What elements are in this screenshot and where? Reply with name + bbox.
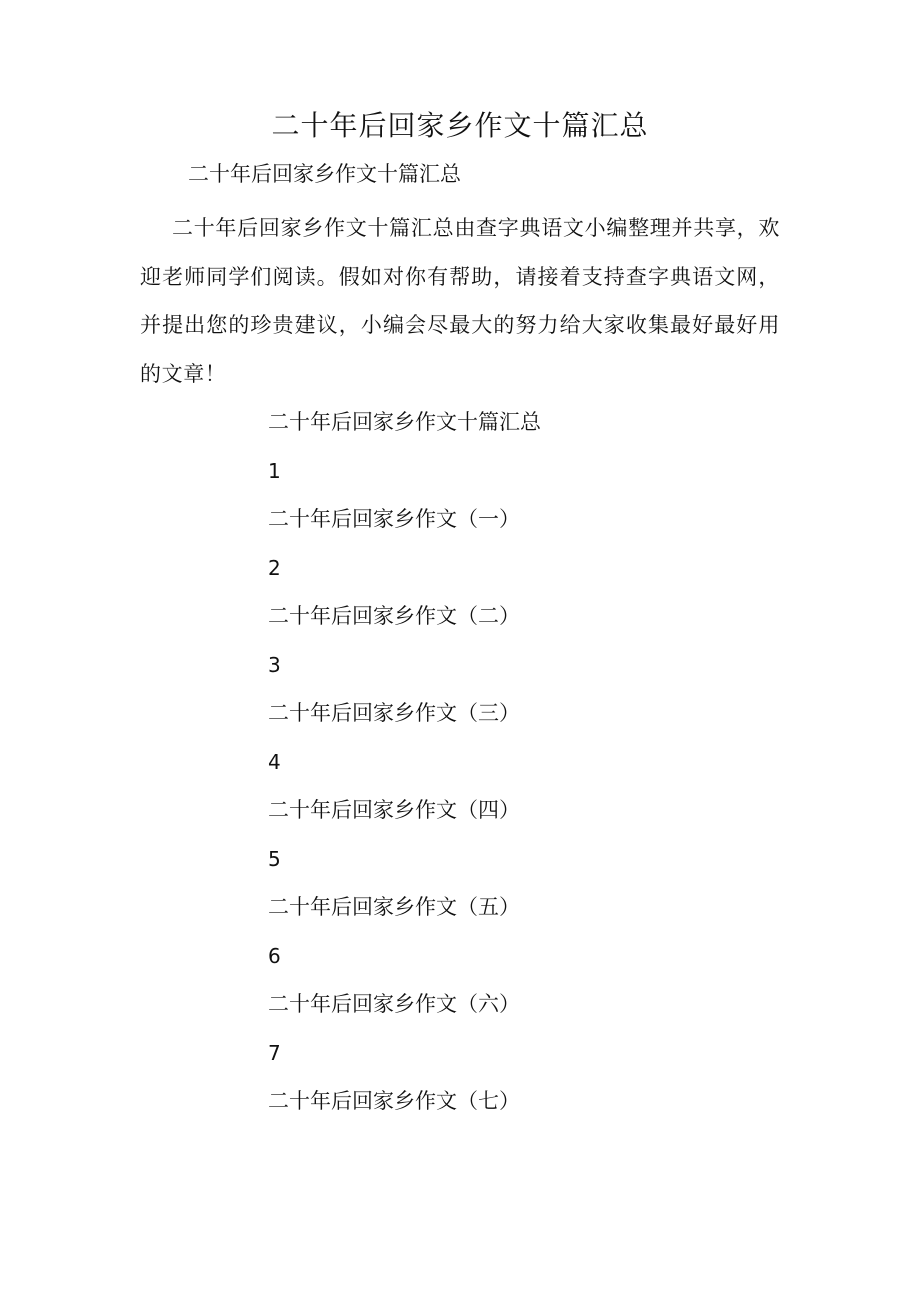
toc-item-title: 二十年后回家乡作文（四） (268, 798, 520, 822)
toc-number: 4 (268, 749, 281, 774)
toc-number: 3 (268, 652, 281, 677)
table-of-contents (268, 398, 541, 1126)
toc-item-title: 二十年后回家乡作文（一） (268, 507, 520, 531)
toc-item-title: 二十年后回家乡作文（七） (268, 1089, 520, 1113)
toc-item-title: 二十年后回家乡作文（六） (268, 992, 520, 1016)
document-subtitle: 二十年后回家乡作文十篇汇总 (188, 162, 461, 186)
toc-number: 6 (268, 943, 281, 968)
toc-item-title: 二十年后回家乡作文（三） (268, 701, 520, 725)
toc-number: 7 (268, 1040, 281, 1065)
toc-number: 1 (268, 458, 281, 483)
toc-heading: 二十年后回家乡作文十篇汇总 (268, 410, 541, 434)
toc-number: 2 (268, 555, 281, 580)
toc-item-title: 二十年后回家乡作文（二） (268, 604, 520, 628)
toc-number: 5 (268, 846, 281, 871)
document-title: 二十年后回家乡作文十篇汇总 (271, 109, 649, 142)
toc-item-title: 二十年后回家乡作文（五） (268, 895, 520, 919)
intro-paragraph: 二十年后回家乡作文十篇汇总由查字典语文小编整理并共享，欢迎老师同学们阅读。假如对你有帮助，请接着支持查字典语文网，并提出您的珍贵建议，小编会尽最大的努力给大家收集最好最好用的文章！ (140, 216, 780, 386)
